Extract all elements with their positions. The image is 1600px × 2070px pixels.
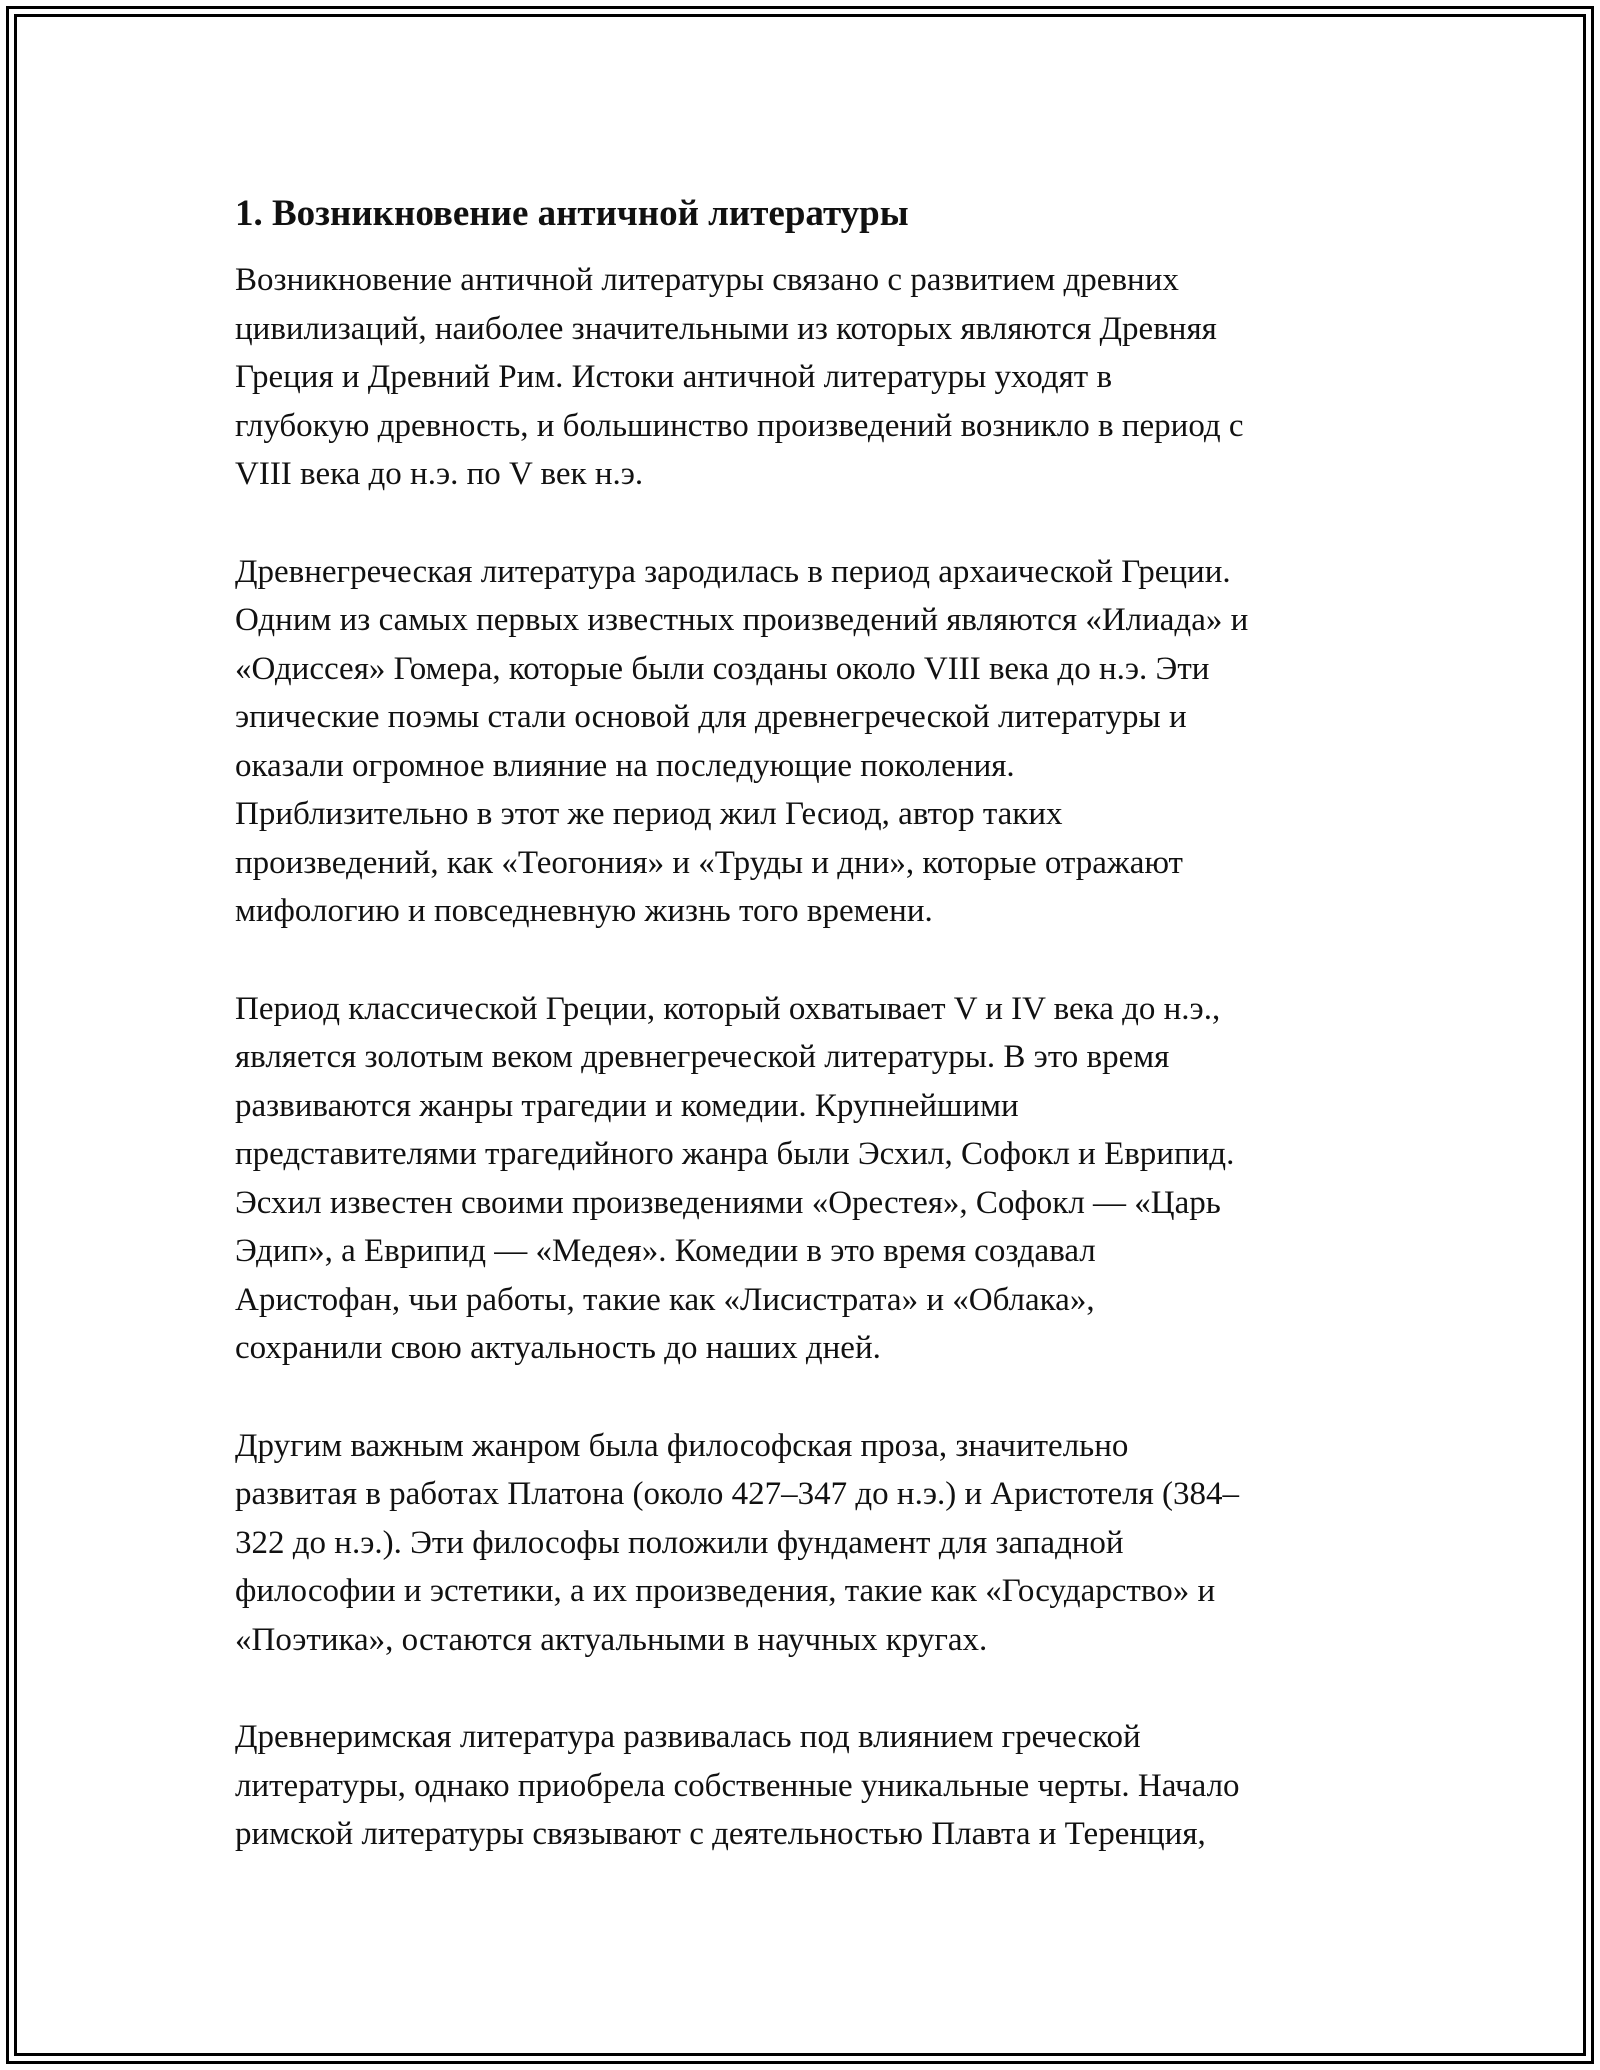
text-line: VIII века до н.э. по V век н.э. xyxy=(235,456,644,492)
text-line: мифологию и повседневную жизнь того времени. xyxy=(235,893,933,929)
text-line: является золотым веком древнегреческой литературы. В это время xyxy=(235,1039,1170,1075)
text-line: «Одиссея» Гомера, которые были созданы около VIII века до н.э. Эти xyxy=(235,650,1210,687)
text-line: глубокую древность, и большинство произведений возникло в период с xyxy=(235,407,1244,444)
text-line: эпические поэмы стали основой для древнегреческой литературы и xyxy=(235,699,1187,735)
paragraph-classical-greece xyxy=(235,985,1365,1373)
text-line: Приблизительно в этот же период жил Гесиод, автор таких xyxy=(235,796,1063,832)
section-heading: 1. Возникновение античной литературы xyxy=(235,193,909,234)
text-line: Другим важным жанром была философская проза, значительно xyxy=(235,1427,1129,1464)
text-line: Древнеримская литература развивалась под влиянием греческой xyxy=(235,1719,1141,1755)
paragraph-origins xyxy=(235,256,1365,499)
text-line: сохранили свою актуальность до наших дней. xyxy=(235,1330,881,1366)
paragraph-philosophy xyxy=(235,1422,1365,1665)
text-line: Одним из самых первых известных произведений являются «Илиада» и xyxy=(235,602,1249,638)
text-line: развитая в работах Платона (около 427–347 до н.э.) и Аристотеля (384– xyxy=(235,1476,1240,1512)
text-line: Возникновение античной литературы связано с развитием древних xyxy=(235,262,1179,298)
text-line: развиваются жанры трагедии и комедии. Крупнейшими xyxy=(235,1087,1019,1124)
text-line: Эсхил известен своими произведениями «Орестея», Софокл — «Царь xyxy=(235,1184,1221,1221)
text-line: «Поэтика», остаются актуальными в научных кругах. xyxy=(235,1621,988,1658)
text-line: римской литературы связывают с деятельностью Плавта и Теренция, xyxy=(235,1816,1206,1852)
paragraph-archaic-greece xyxy=(235,548,1365,936)
text-line: представителями трагедийного жанра были Эсхил, Софокл и Еврипид. xyxy=(235,1136,1235,1172)
text-line: произведений, как «Теогония» и «Труды и дни», которые отражают xyxy=(235,844,1183,881)
text-line: Греция и Древний Рим. Истоки античной литературы уходят в xyxy=(235,359,1113,395)
text-line: Аристофан, чьи работы, такие как «Лисистрата» и «Облака», xyxy=(235,1281,1095,1318)
paragraph-roman-literature xyxy=(235,1713,1365,1859)
text-line: литературы, однако приобрела собственные уникальные черты. Начало xyxy=(235,1767,1240,1804)
text-line: Период классической Греции, который охватывает V и IV века до н.э., xyxy=(235,990,1221,1027)
text-line: оказали огромное влияние на последующие поколения. xyxy=(235,747,1015,784)
text-line: философии и эстетики, а их произведения, такие как «Государство» и xyxy=(235,1573,1216,1609)
text-line: Эдип», а Еврипид — «Медея». Комедии в это время создавал xyxy=(235,1233,1096,1269)
document-page xyxy=(235,188,1365,1908)
text-line: Древнегреческая литература зародилась в период архаической Греции. xyxy=(235,553,1231,590)
text-line: 322 до н.э.). Эти философы положили фундамент для западной xyxy=(235,1524,1124,1561)
text-line: цивилизаций, наиболее значительными из которых являются Древняя xyxy=(235,310,1217,347)
